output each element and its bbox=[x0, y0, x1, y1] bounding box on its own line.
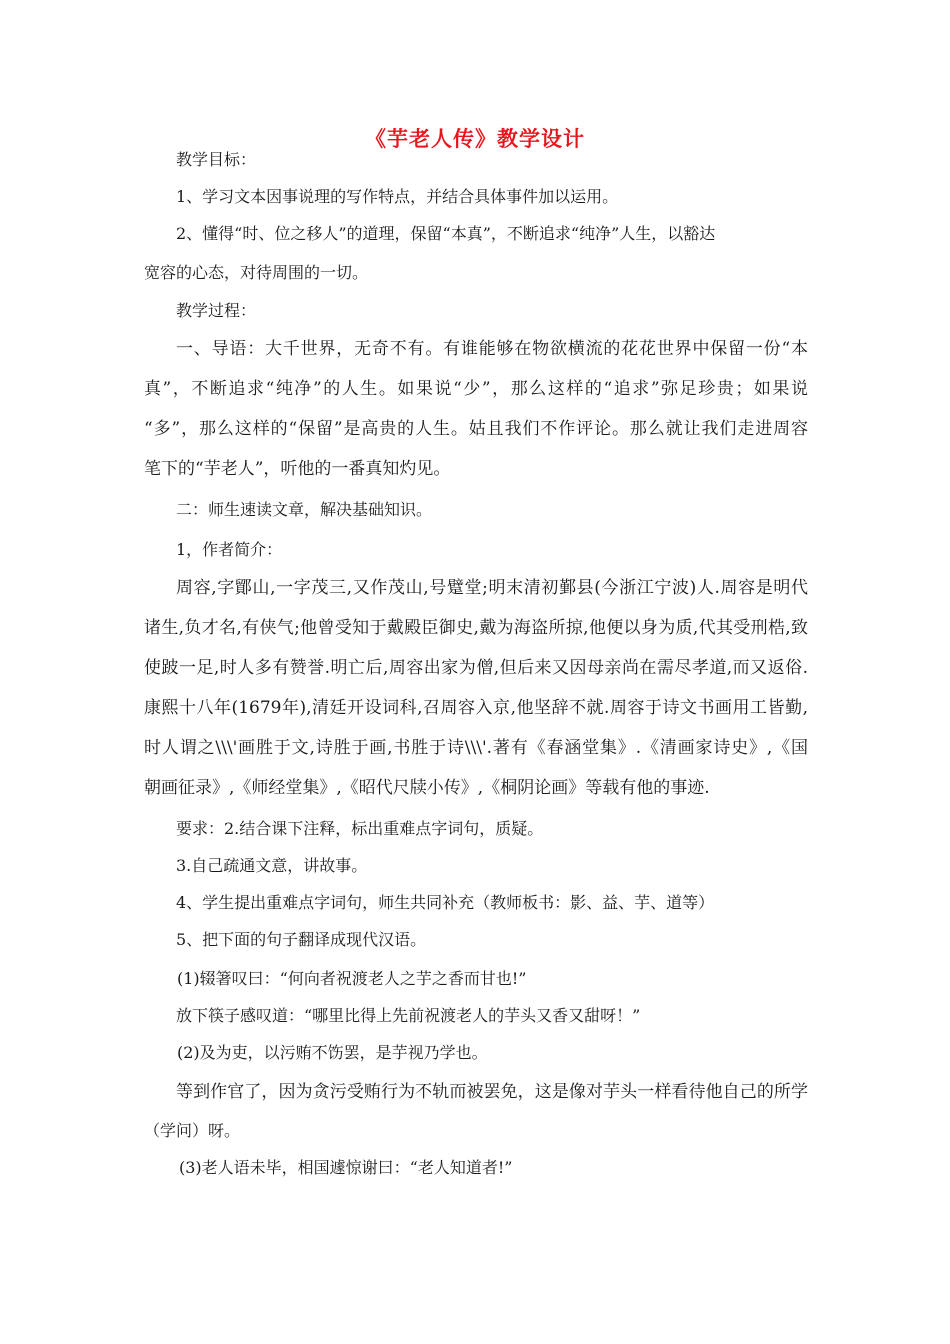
paragraph-author-3: 使跛一足,时人多有赞誉.明亡后,周容出家为僧,但后来又因母亲尚在需尽孝道,而又返俗. bbox=[144, 658, 808, 678]
paragraph-author-heading: 1，作者简介： bbox=[176, 540, 283, 559]
paragraph-objective-2-cont: 宽容的心态，对待周围的一切。 bbox=[144, 263, 369, 282]
paragraph-intro-2: 真”，不断追求“纯净”的人生。如果说“少”，那么这样的“追求”弥足珍贵；如果说 bbox=[144, 379, 808, 399]
paragraph-requirement-2: 要求：2.结合课下注释，标出重难点字词句，质疑。 bbox=[176, 819, 544, 838]
paragraph-section-two: 二：师生速读文章，解决基础知识。 bbox=[176, 500, 433, 519]
paragraph-author-6: 朝画征录》,《师经堂集》,《昭代尺牍小传》,《桐阴论画》等载有他的事迹. bbox=[144, 778, 710, 798]
document-title: 《芋老人传》教学设计 bbox=[365, 126, 585, 151]
paragraph-translation-2: 等到作官了，因为贪污受贿行为不轨而被罢免，这是像对芋头一样看待他自己的所学 bbox=[176, 1082, 808, 1102]
paragraph-process-heading: 教学过程： bbox=[176, 301, 257, 320]
paragraph-author-1: 周容,字鄮山,一字茂三,又作茂山,号躄堂;明末清初鄞县(今浙江宁波)人.周容是明代 bbox=[176, 578, 808, 598]
document-body bbox=[144, 150, 808, 1178]
paragraph-intro-3: “多”，那么这样的“保留”是高贵的人生。姑且我们不作评论。那么就让我们走进周容 bbox=[144, 419, 808, 439]
paragraph-intro-4: 笔下的“芋老人”，听他的一番真知灼见。 bbox=[144, 459, 451, 479]
paragraph-author-5: 时人谓之\\\'画胜于文,诗胜于画,书胜于诗\\\'.著有《春涵堂集》.《清画家诗史》,《国 bbox=[144, 738, 808, 758]
paragraph-sentence-2: (2)及为吏，以污贿不饬罢，是芋视乃学也。 bbox=[177, 1043, 488, 1062]
paragraph-objectives-heading: 教学目标： bbox=[176, 150, 257, 169]
paragraph-requirement-3: 3.自己疏通文意，讲故事。 bbox=[176, 856, 368, 875]
paragraph-translation-2-cont: （学问）呀。 bbox=[144, 1121, 241, 1140]
paragraph-objective-2: 2、懂得“时、位之移人”的道理，保留“本真”，不断追求“纯净”人生，以豁达 bbox=[176, 224, 716, 243]
paragraph-objective-1: 1、学习文本因事说理的写作特点，并结合具体事件加以运用。 bbox=[176, 187, 619, 206]
paragraph-sentence-1: (1)辍箸叹曰：“何向者祝渡老人之芋之香而甘也!” bbox=[177, 969, 527, 988]
paragraph-requirement-5: 5、把下面的句子翻译成现代汉语。 bbox=[176, 930, 427, 949]
paragraph-sentence-3: (3)老人语未毕，相国遽惊谢曰：“老人知道者!” bbox=[179, 1158, 513, 1177]
paragraph-author-4: 康熙十八年(1679年),清廷开设词科,召周容入京,他坚辞不就.周容于诗文书画用工皆勤, bbox=[144, 698, 808, 718]
paragraph-intro-1: 一、导语：大千世界，无奇不有。有谁能够在物欲横流的花花世界中保留一份“本 bbox=[176, 339, 808, 359]
paragraph-requirement-4: 4、学生提出重难点字词句，师生共同补充（教师板书：影、益、芋、道等） bbox=[176, 893, 715, 912]
paragraph-author-2: 诸生,负才名,有侠气;他曾受知于戴殿臣御史,戴为海盗所掠,他便以身为质,代其受刑梏,致 bbox=[144, 618, 808, 638]
paragraph-translation-1: 放下筷子感叹道：“哪里比得上先前祝渡老人的芋头又香又甜呀！” bbox=[176, 1006, 641, 1025]
